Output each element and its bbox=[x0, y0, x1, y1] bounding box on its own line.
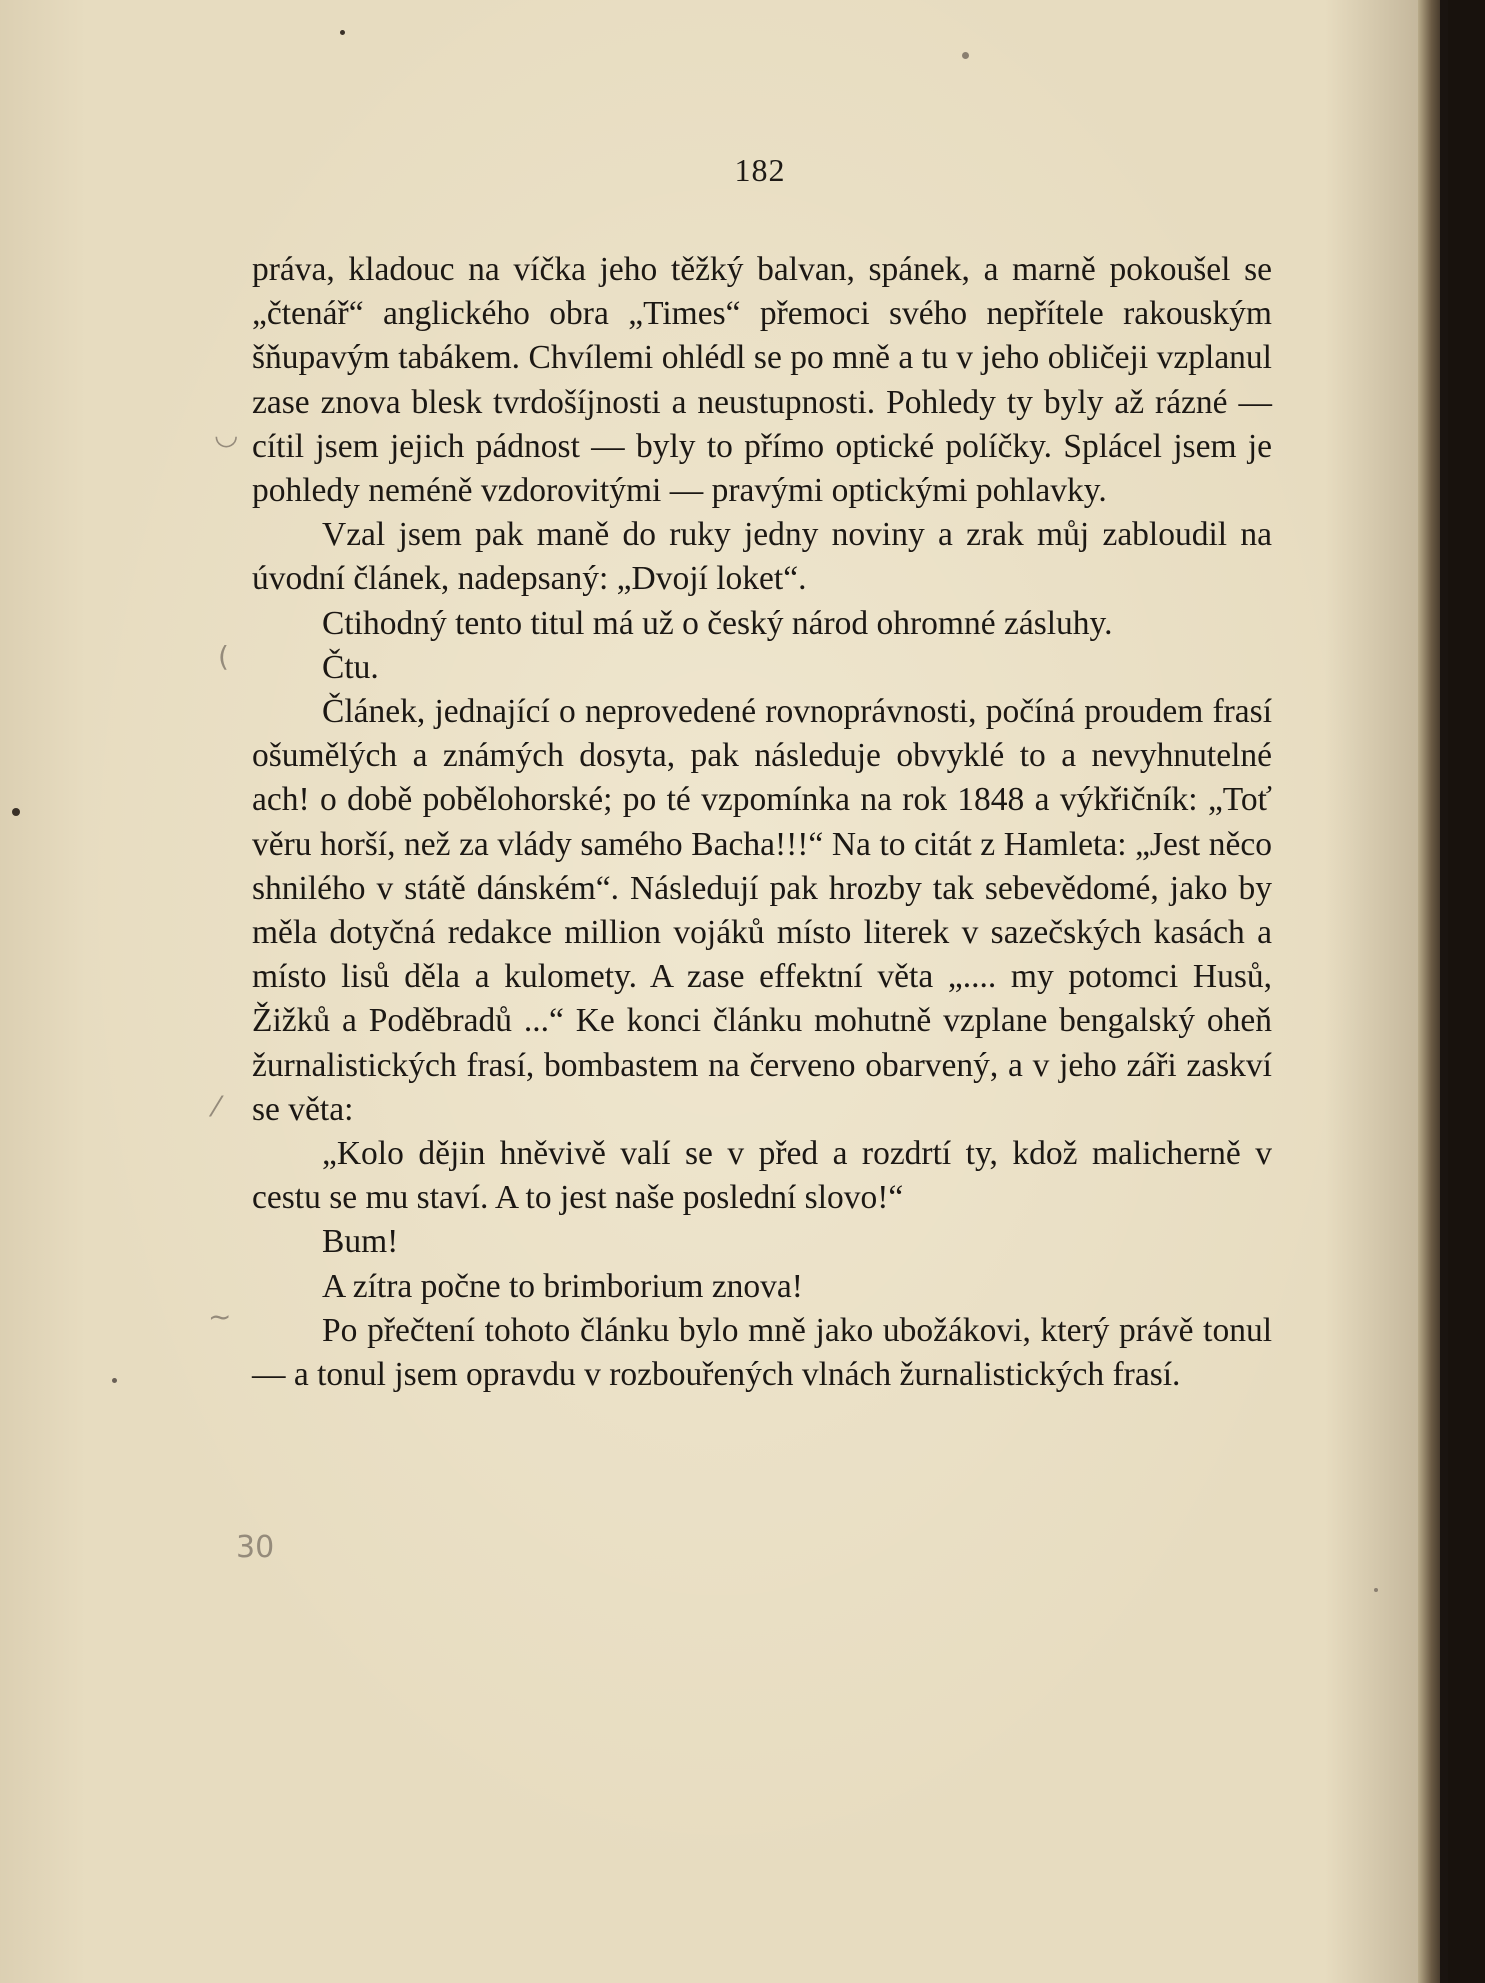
paragraph-8: A zítra počne to brimborium znova! bbox=[322, 1267, 803, 1305]
pencil-margin-mark: ◡ bbox=[214, 418, 239, 451]
paragraph-4: Čtu. bbox=[322, 648, 379, 686]
paragraph-3: Ctihodný tento titul má už o český národ ohromné zásluhy. bbox=[322, 604, 1113, 642]
paper-speck bbox=[340, 30, 345, 35]
paragraph-2: Vzal jsem pak maně do ruky jedny noviny a zrak můj zabloudil na úvodní článek, nadepsaný: „Dvojí loket“. bbox=[252, 516, 1272, 598]
paragraph-6: „Kolo dějin hněvivě valí se v před a rozdrtí ty, kdož malicherně v cestu se mu staví. A to jest naše poslední slovo!“ bbox=[252, 1135, 1272, 1217]
paragraph-9: Po přečtení tohoto článku bylo mně jako ubožákovi, který právě tonul — a tonul jsem opravdu v rozbouřených vlnách žurnalistických frasí. bbox=[252, 1311, 1272, 1394]
paragraph-5: Článek, jednající o neprovedené rovnoprávnosti, počíná proudem frasí ošumělých a známých dosyta, pak následuje obvyklé to a nevyhnutelné ach! o době pobělohorské; po té vzpomínka na rok 1848 a výkřičník: „Toť věru horší, než za vlády samého Bacha!!!“ Na to citát z Hamleta: „Jest něco shnilého v státě dánském“. Následují pak hrozby tak sebevědomé, jako by měla dotyčná redakce million vojáků místo literek v sazečských kasách a místo lisů děla a kulomety. A zase effektní věta „.... my potomci Husů, Žižků a Poděbradů ...“ Ke konci článku mohutně vzplane bengalský oheň žurnalistických frasí, bombastem na červeno obarvený, a v jeho záři zaskví se věta: bbox=[252, 693, 1272, 1128]
paragraph-1: práva, kladouc na víčka jeho těžký balvan, spánek, a marně pokoušel se „čtenář“ anglického obra „Times“ přemoci svého nepřítele rakouským šňupavým tabákem. Chvílemi ohlédl se po mně a tu v jeho obličeji vzplanul zase znova blesk tvrdošíjnosti a neustupnosti. Pohledy ty byly až rázné — cítil jsem jejich pádnost — byly to přímo optické políčky. Splácel jsem je pohledy neméně vzdorovitými — pravými optickými pohlavky. bbox=[252, 251, 1272, 510]
paper-speck bbox=[962, 52, 969, 59]
paper-speck bbox=[12, 808, 20, 816]
page-number: 182 bbox=[734, 152, 786, 188]
pencil-margin-mark: ⁄ bbox=[214, 1090, 219, 1123]
pencil-margin-mark: ( bbox=[218, 640, 229, 673]
scan-border bbox=[1448, 0, 1485, 1983]
body-text bbox=[252, 248, 1272, 1397]
page-edge-shadow bbox=[1418, 0, 1440, 1983]
paragraph-7: Bum! bbox=[322, 1223, 399, 1261]
pencil-margin-mark: ~ bbox=[208, 1300, 232, 1333]
paper-speck bbox=[1374, 1588, 1378, 1592]
pencil-margin-mark: 30 bbox=[236, 1530, 275, 1565]
paper-speck bbox=[112, 1378, 117, 1383]
